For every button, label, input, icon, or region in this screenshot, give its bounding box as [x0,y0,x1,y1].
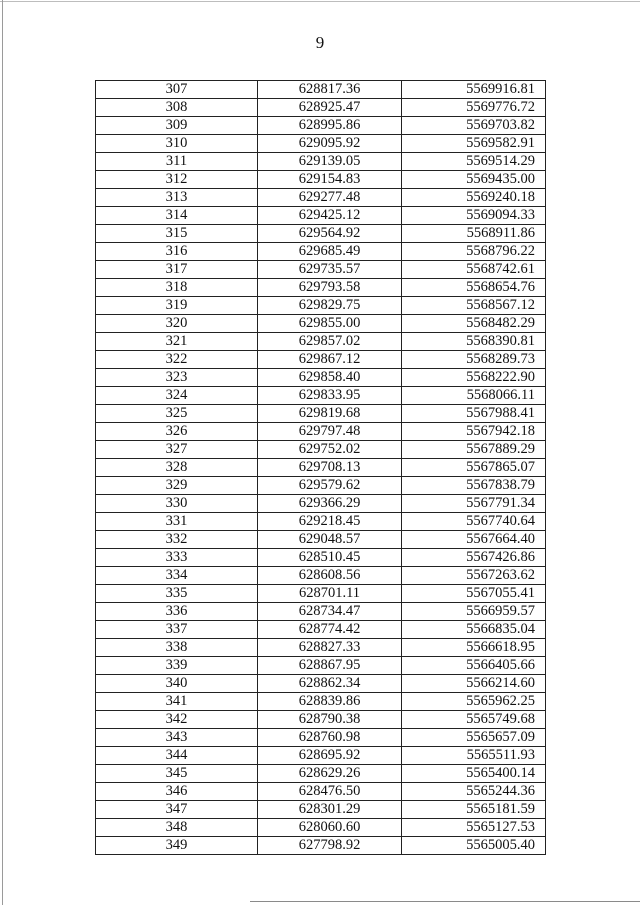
point-number-cell: 317 [96,261,258,279]
x-coordinate-cell: 629277.48 [258,189,402,207]
point-number-cell: 347 [96,801,258,819]
table-row [96,387,546,405]
x-coordinate-cell: 629218.45 [258,513,402,531]
y-coordinate-cell: 5568289.73 [402,351,546,369]
y-coordinate-cell: 5565511.93 [402,747,546,765]
x-coordinate-cell: 628817.36 [258,81,402,99]
x-coordinate-cell: 629685.49 [258,243,402,261]
table-row [96,369,546,387]
point-number-cell: 320 [96,315,258,333]
table-row [96,747,546,765]
point-number-cell: 308 [96,99,258,117]
point-number-cell: 313 [96,189,258,207]
table-row [96,297,546,315]
page-number: 9 [315,33,325,52]
point-number-cell: 318 [96,279,258,297]
x-coordinate-cell: 628060.60 [258,819,402,837]
table-row [96,117,546,135]
table-row [96,801,546,819]
point-number-cell: 349 [96,837,258,855]
table-row [96,711,546,729]
table-row [96,567,546,585]
x-coordinate-cell: 629048.57 [258,531,402,549]
coordinates-table [95,80,546,855]
y-coordinate-cell: 5567889.29 [402,441,546,459]
table-row [96,675,546,693]
point-number-cell: 311 [96,153,258,171]
x-coordinate-cell: 628760.98 [258,729,402,747]
x-coordinate-cell: 628862.34 [258,675,402,693]
x-coordinate-cell: 628790.38 [258,711,402,729]
point-number-cell: 334 [96,567,258,585]
y-coordinate-cell: 5568567.12 [402,297,546,315]
y-coordinate-cell: 5565400.14 [402,765,546,783]
x-coordinate-cell: 629579.62 [258,477,402,495]
table-row [96,81,546,99]
y-coordinate-cell: 5566959.57 [402,603,546,621]
y-coordinate-cell: 5565005.40 [402,837,546,855]
x-coordinate-cell: 628734.47 [258,603,402,621]
table-row [96,279,546,297]
page-edge-top [0,1,640,2]
point-number-cell: 343 [96,729,258,747]
y-coordinate-cell: 5566618.95 [402,639,546,657]
table-row [96,333,546,351]
x-coordinate-cell: 629154.83 [258,171,402,189]
table-row [96,405,546,423]
point-number-cell: 332 [96,531,258,549]
point-number-cell: 325 [96,405,258,423]
table-row [96,657,546,675]
point-number-cell: 340 [96,675,258,693]
y-coordinate-cell: 5568222.90 [402,369,546,387]
table-row [96,513,546,531]
point-number-cell: 333 [96,549,258,567]
table-row [96,351,546,369]
table-row [96,693,546,711]
x-coordinate-cell: 629735.57 [258,261,402,279]
y-coordinate-cell: 5565127.53 [402,819,546,837]
y-coordinate-cell: 5569916.81 [402,81,546,99]
point-number-cell: 331 [96,513,258,531]
table-row [96,477,546,495]
x-coordinate-cell: 629797.48 [258,423,402,441]
table-row [96,495,546,513]
x-coordinate-cell: 628629.26 [258,765,402,783]
x-coordinate-cell: 629793.58 [258,279,402,297]
x-coordinate-cell: 629564.92 [258,225,402,243]
x-coordinate-cell: 628774.42 [258,621,402,639]
y-coordinate-cell: 5567988.41 [402,405,546,423]
y-coordinate-cell: 5566214.60 [402,675,546,693]
y-coordinate-cell: 5569776.72 [402,99,546,117]
y-coordinate-cell: 5568654.76 [402,279,546,297]
y-coordinate-cell: 5566405.66 [402,657,546,675]
table-row [96,837,546,855]
page-edge-bottom [250,901,640,902]
y-coordinate-cell: 5568482.29 [402,315,546,333]
point-number-cell: 319 [96,297,258,315]
x-coordinate-cell: 628995.86 [258,117,402,135]
x-coordinate-cell: 628608.56 [258,567,402,585]
y-coordinate-cell: 5568796.22 [402,243,546,261]
table-row [96,603,546,621]
y-coordinate-cell: 5567865.07 [402,459,546,477]
table-row [96,207,546,225]
point-number-cell: 346 [96,783,258,801]
y-coordinate-cell: 5567263.62 [402,567,546,585]
x-coordinate-cell: 629867.12 [258,351,402,369]
table-row [96,531,546,549]
y-coordinate-cell: 5569240.18 [402,189,546,207]
table-row [96,459,546,477]
x-coordinate-cell: 629425.12 [258,207,402,225]
point-number-cell: 312 [96,171,258,189]
table-row [96,423,546,441]
table-row [96,99,546,117]
point-number-cell: 335 [96,585,258,603]
point-number-cell: 329 [96,477,258,495]
table-row [96,639,546,657]
point-number-cell: 321 [96,333,258,351]
coordinates-table-body [96,81,546,855]
point-number-cell: 323 [96,369,258,387]
y-coordinate-cell: 5567838.79 [402,477,546,495]
y-coordinate-cell: 5569435.00 [402,171,546,189]
point-number-cell: 337 [96,621,258,639]
x-coordinate-cell: 628839.86 [258,693,402,711]
table-row [96,585,546,603]
point-number-cell: 336 [96,603,258,621]
table-row [96,441,546,459]
y-coordinate-cell: 5567664.40 [402,531,546,549]
y-coordinate-cell: 5569703.82 [402,117,546,135]
point-number-cell: 307 [96,81,258,99]
point-number-cell: 314 [96,207,258,225]
y-coordinate-cell: 5565244.36 [402,783,546,801]
x-coordinate-cell: 629829.75 [258,297,402,315]
x-coordinate-cell: 629855.00 [258,315,402,333]
point-number-cell: 341 [96,693,258,711]
x-coordinate-cell: 628925.47 [258,99,402,117]
table-row [96,189,546,207]
x-coordinate-cell: 628301.29 [258,801,402,819]
table-row [96,261,546,279]
table-row [96,783,546,801]
point-number-cell: 316 [96,243,258,261]
table-row [96,171,546,189]
point-number-cell: 315 [96,225,258,243]
point-number-cell: 322 [96,351,258,369]
table-row [96,243,546,261]
y-coordinate-cell: 5569582.91 [402,135,546,153]
y-coordinate-cell: 5566835.04 [402,621,546,639]
table-row [96,765,546,783]
x-coordinate-cell: 629858.40 [258,369,402,387]
point-number-cell: 348 [96,819,258,837]
table-row [96,135,546,153]
point-number-cell: 326 [96,423,258,441]
y-coordinate-cell: 5567426.86 [402,549,546,567]
y-coordinate-cell: 5568911.86 [402,225,546,243]
y-coordinate-cell: 5567942.18 [402,423,546,441]
table-row [96,153,546,171]
y-coordinate-cell: 5568742.61 [402,261,546,279]
point-number-cell: 324 [96,387,258,405]
x-coordinate-cell: 629139.05 [258,153,402,171]
y-coordinate-cell: 5568390.81 [402,333,546,351]
point-number-cell: 345 [96,765,258,783]
table-row [96,315,546,333]
point-number-cell: 339 [96,657,258,675]
point-number-cell: 309 [96,117,258,135]
x-coordinate-cell: 627798.92 [258,837,402,855]
x-coordinate-cell: 628476.50 [258,783,402,801]
y-coordinate-cell: 5568066.11 [402,387,546,405]
point-number-cell: 330 [96,495,258,513]
y-coordinate-cell: 5565657.09 [402,729,546,747]
x-coordinate-cell: 628867.95 [258,657,402,675]
table-row [96,549,546,567]
x-coordinate-cell: 629095.92 [258,135,402,153]
point-number-cell: 342 [96,711,258,729]
page-edge-left [2,0,3,905]
table-row [96,819,546,837]
table-row [96,621,546,639]
x-coordinate-cell: 628701.11 [258,585,402,603]
table-row [96,729,546,747]
y-coordinate-cell: 5569514.29 [402,153,546,171]
y-coordinate-cell: 5565962.25 [402,693,546,711]
point-number-cell: 338 [96,639,258,657]
y-coordinate-cell: 5567740.64 [402,513,546,531]
x-coordinate-cell: 628695.92 [258,747,402,765]
y-coordinate-cell: 5567055.41 [402,585,546,603]
point-number-cell: 327 [96,441,258,459]
x-coordinate-cell: 629833.95 [258,387,402,405]
x-coordinate-cell: 629708.13 [258,459,402,477]
y-coordinate-cell: 5567791.34 [402,495,546,513]
x-coordinate-cell: 628827.33 [258,639,402,657]
point-number-cell: 310 [96,135,258,153]
x-coordinate-cell: 629819.68 [258,405,402,423]
point-number-cell: 344 [96,747,258,765]
y-coordinate-cell: 5565181.59 [402,801,546,819]
y-coordinate-cell: 5569094.33 [402,207,546,225]
x-coordinate-cell: 629857.02 [258,333,402,351]
table-row [96,225,546,243]
y-coordinate-cell: 5565749.68 [402,711,546,729]
point-number-cell: 328 [96,459,258,477]
x-coordinate-cell: 629752.02 [258,441,402,459]
x-coordinate-cell: 628510.45 [258,549,402,567]
x-coordinate-cell: 629366.29 [258,495,402,513]
